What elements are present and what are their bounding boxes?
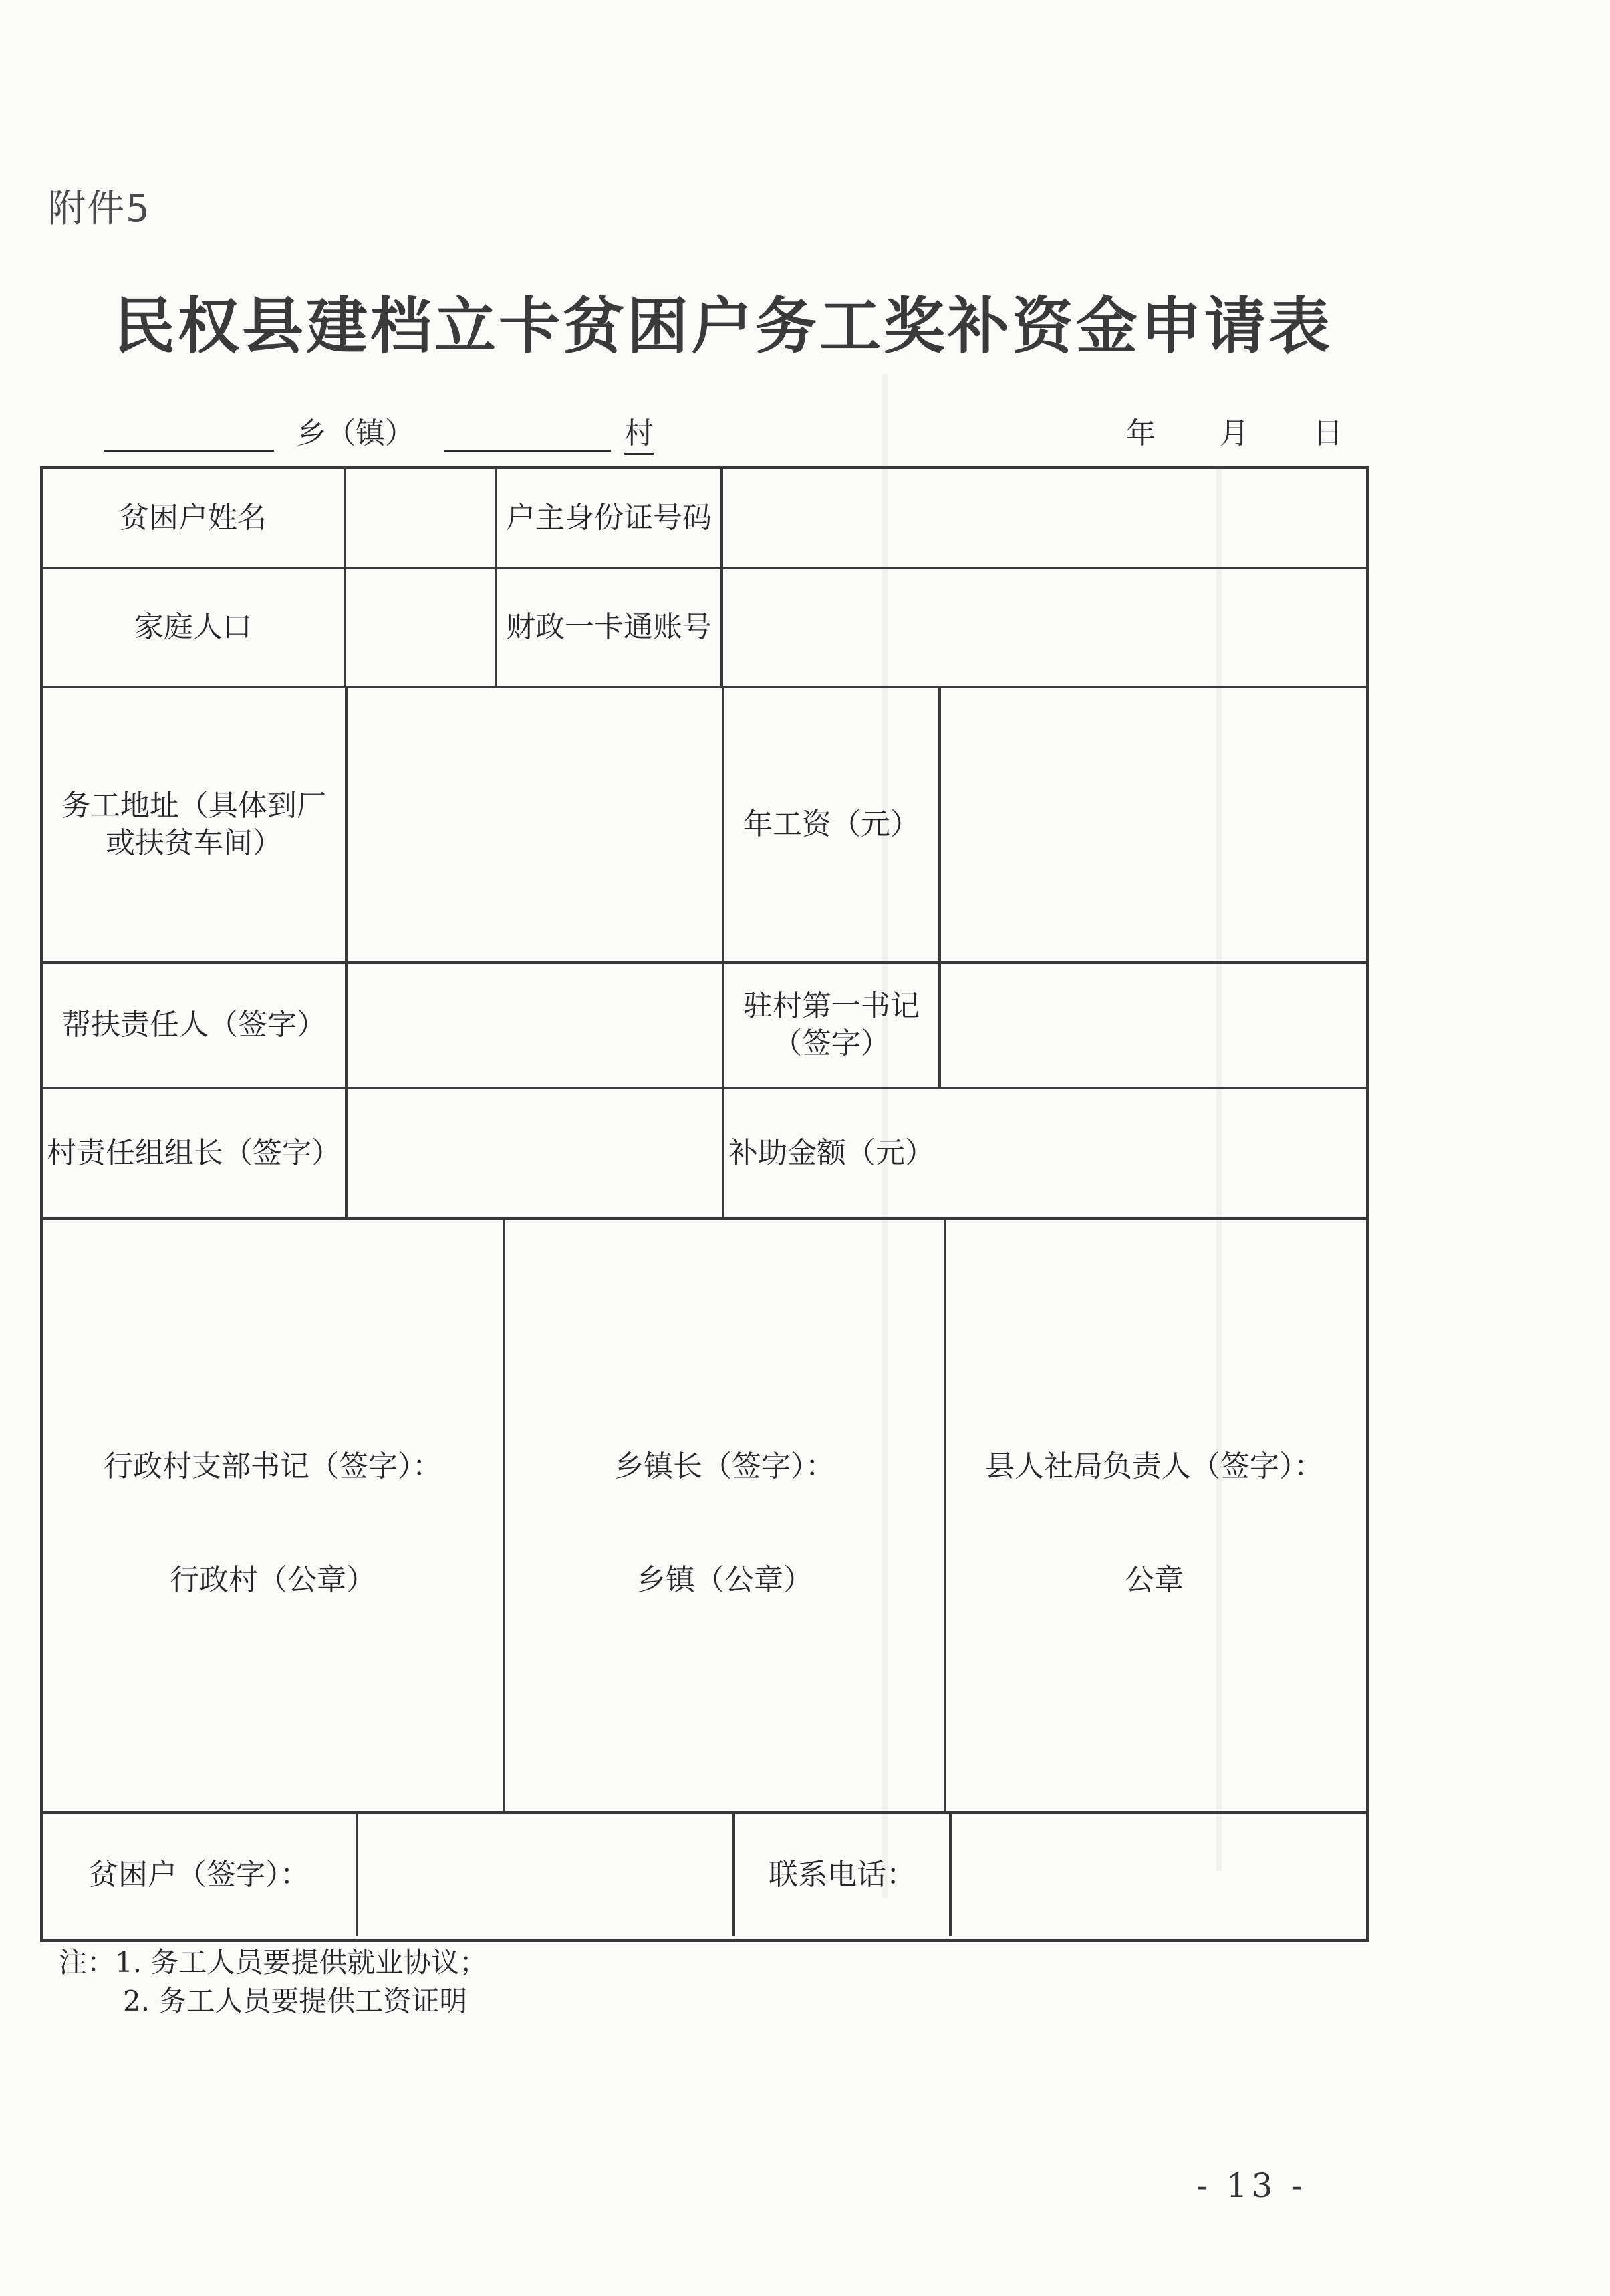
note-2: 2. 务工人员要提供工资证明 xyxy=(123,1985,468,2017)
first-secretary-label: 驻村第一书记 （签字） xyxy=(743,989,920,1060)
town-signature-block[interactable] xyxy=(505,1220,944,1811)
location-date-line xyxy=(104,409,1360,449)
poor-household-name-label: 贫困户姓名 xyxy=(120,500,267,535)
family-size-field[interactable] xyxy=(346,569,495,686)
town-seal-label: 乡镇（公章） xyxy=(636,1563,813,1597)
village-blank[interactable] xyxy=(444,415,611,452)
contact-phone-field[interactable] xyxy=(952,1814,1362,1936)
page-number: - 13 - xyxy=(1196,2166,1307,2205)
first-secretary-field[interactable] xyxy=(941,964,1362,1087)
footnotes xyxy=(59,1943,487,2021)
county-seal-label: 公章 xyxy=(1125,1563,1184,1597)
annual-salary-label: 年工资（元） xyxy=(743,807,920,841)
helper-responsible-label: 帮扶责任人（签字） xyxy=(61,1008,326,1042)
village-team-leader-field[interactable] xyxy=(348,1089,722,1217)
annual-salary-field[interactable] xyxy=(941,688,1362,961)
village-team-leader-label: 村责任组组长（签字） xyxy=(47,1136,341,1170)
note-1: 注：1. 务工人员要提供就业协议； xyxy=(59,1946,488,1979)
day-label: 日 xyxy=(1313,416,1343,450)
helper-responsible-field[interactable] xyxy=(348,964,722,1087)
finance-card-account-field[interactable] xyxy=(723,569,1362,686)
household-sign-label: 贫困户（签字）： xyxy=(89,1858,309,1892)
attachment-label: 附件5 xyxy=(48,187,151,231)
family-size-label: 家庭人口 xyxy=(134,610,252,644)
contact-phone-label: 联系电话： xyxy=(769,1858,916,1892)
work-address-label: 务工地址（具体到厂 或扶贫车间） xyxy=(61,788,326,860)
year-label: 年 xyxy=(1126,416,1156,450)
household-sign-field[interactable] xyxy=(358,1814,732,1936)
village-signature-block[interactable] xyxy=(43,1220,503,1811)
subsidy-amount-label: 补助金额（元） xyxy=(728,1136,934,1170)
subsidy-amount-field[interactable] xyxy=(941,1089,1362,1217)
village-seal-label: 行政村（公章） xyxy=(170,1563,376,1597)
county-signature-block[interactable] xyxy=(946,1220,1362,1811)
work-address-field[interactable] xyxy=(348,688,722,961)
month-label: 月 xyxy=(1220,416,1249,450)
page-title: 民权县建档立卡贫困户务工奖补资金申请表 xyxy=(114,291,1333,362)
head-id-number-field[interactable] xyxy=(723,469,1362,567)
county-bureau-sign-label: 县人社局负责人（签字）： xyxy=(985,1449,1323,1483)
township-label: 乡（镇） xyxy=(297,416,414,450)
village-secretary-sign-label: 行政村支部书记（签字）： xyxy=(104,1449,442,1483)
village-label: 村 xyxy=(624,416,654,455)
town-head-sign-label: 乡镇长（签字）： xyxy=(614,1449,835,1483)
head-id-number-label: 户主身份证号码 xyxy=(506,500,712,535)
poor-household-name-field[interactable] xyxy=(346,469,495,567)
finance-card-account-label: 财政一卡通账号 xyxy=(506,610,712,644)
township-blank[interactable] xyxy=(104,415,274,452)
